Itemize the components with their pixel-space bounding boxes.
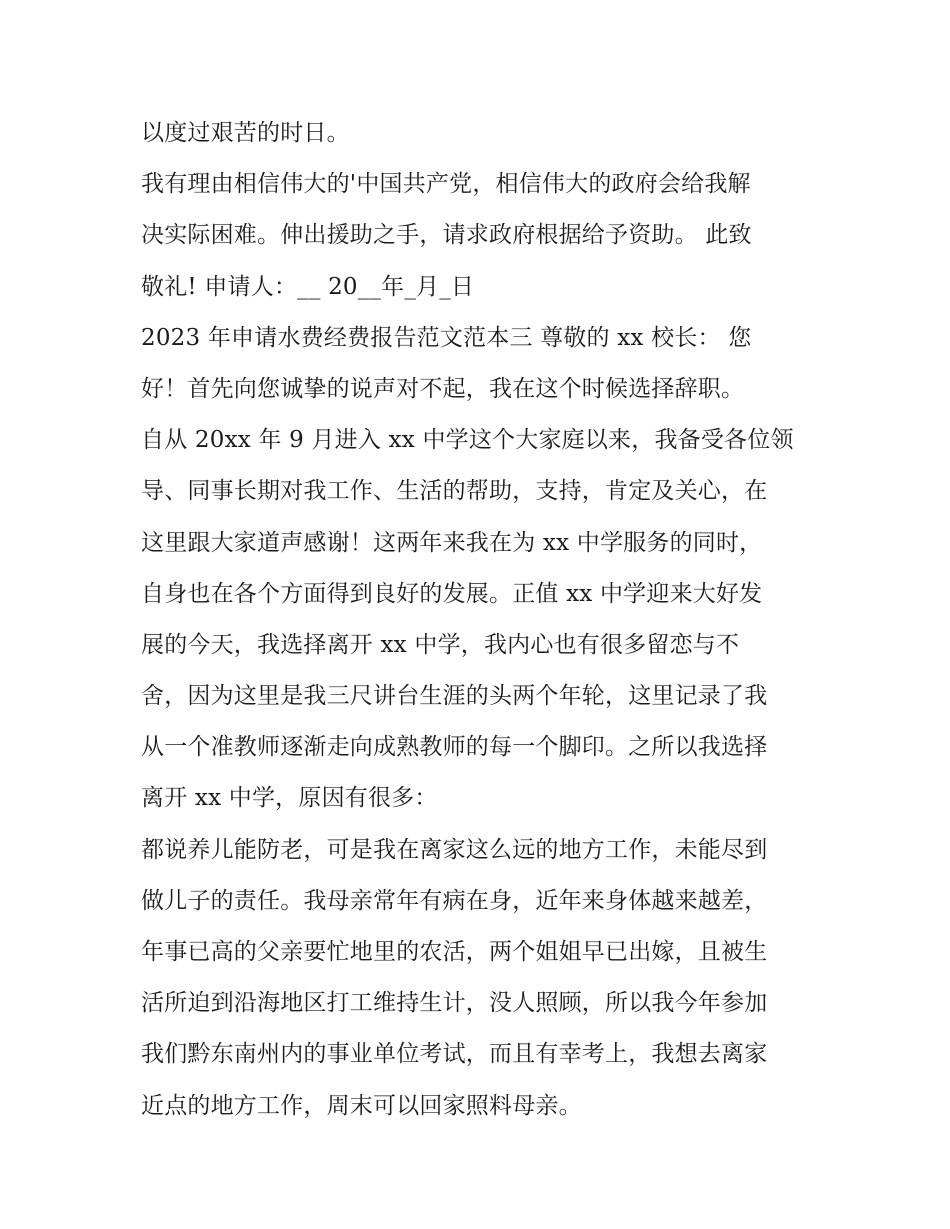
text-line: 决实际困难。伸出援助之手，请求政府根据给予资助。 此致 xyxy=(141,222,752,249)
text-line: 以度过艰苦的时日。 xyxy=(141,120,350,146)
text-line: 舍，因为这里是我三尺讲台生涯的头两个年轮，这里记录了我 xyxy=(141,683,768,710)
text-line: 导、同事长期对我工作、生活的帮助，支持，肯定及关心，在 xyxy=(141,478,768,505)
text-line: 从一个准教师逐渐走向成熟教师的每一个脚印。之所以我选择 xyxy=(141,734,768,761)
text-line: 近点的地方工作，周末可以回家照料母亲。 xyxy=(141,1092,582,1119)
text-line: 活所迫到沿海地区打工维持生计，没人照顾，所以我今年参加 xyxy=(141,990,768,1017)
text-line: 离开 xx 中学，原因有很多： xyxy=(141,785,438,812)
text-line: 这里跟大家道声感谢！这两年来我在为 xx 中学服务的同时， xyxy=(141,529,763,556)
body-text xyxy=(141,108,821,1132)
text-line: 自从 20xx 年 9 月进入 xx 中学这个大家庭以来，我备受各位领 xyxy=(141,427,794,454)
text-line: 我们黔东南州内的事业单位考试，而且有幸考上，我想去离家 xyxy=(141,1041,768,1068)
text-line: 年事已高的父亲要忙地里的农活，两个姐姐早已出嫁，且被生 xyxy=(141,939,768,965)
text-line: 好！首先向您诚挚的说声对不起，我在这个时候选择辞职。 xyxy=(141,375,745,402)
text-line: 自身也在各个方面得到良好的发展。正值 xx 中学迎来大好发 xyxy=(141,580,763,607)
text-line: 敬礼! 申请人：__ 20__年_月_日 xyxy=(141,273,475,300)
text-line: 我有理由相信伟大的'中国共产党，相信伟大的政府会给我解 xyxy=(141,171,751,198)
text-line: 2023 年申请水费经费报告范文范本三 尊敬的 xx 校长： 您 xyxy=(141,324,752,351)
text-line: 都说养儿能防老，可是我在离家这么远的地方工作，未能尽到 xyxy=(141,836,768,863)
text-line: 做儿子的责任。我母亲常年有病在身，近年来身体越来越差， xyxy=(141,887,768,914)
text-line: 展的今天，我选择离开 xx 中学，我内心也有很多留恋与不 xyxy=(141,631,740,658)
